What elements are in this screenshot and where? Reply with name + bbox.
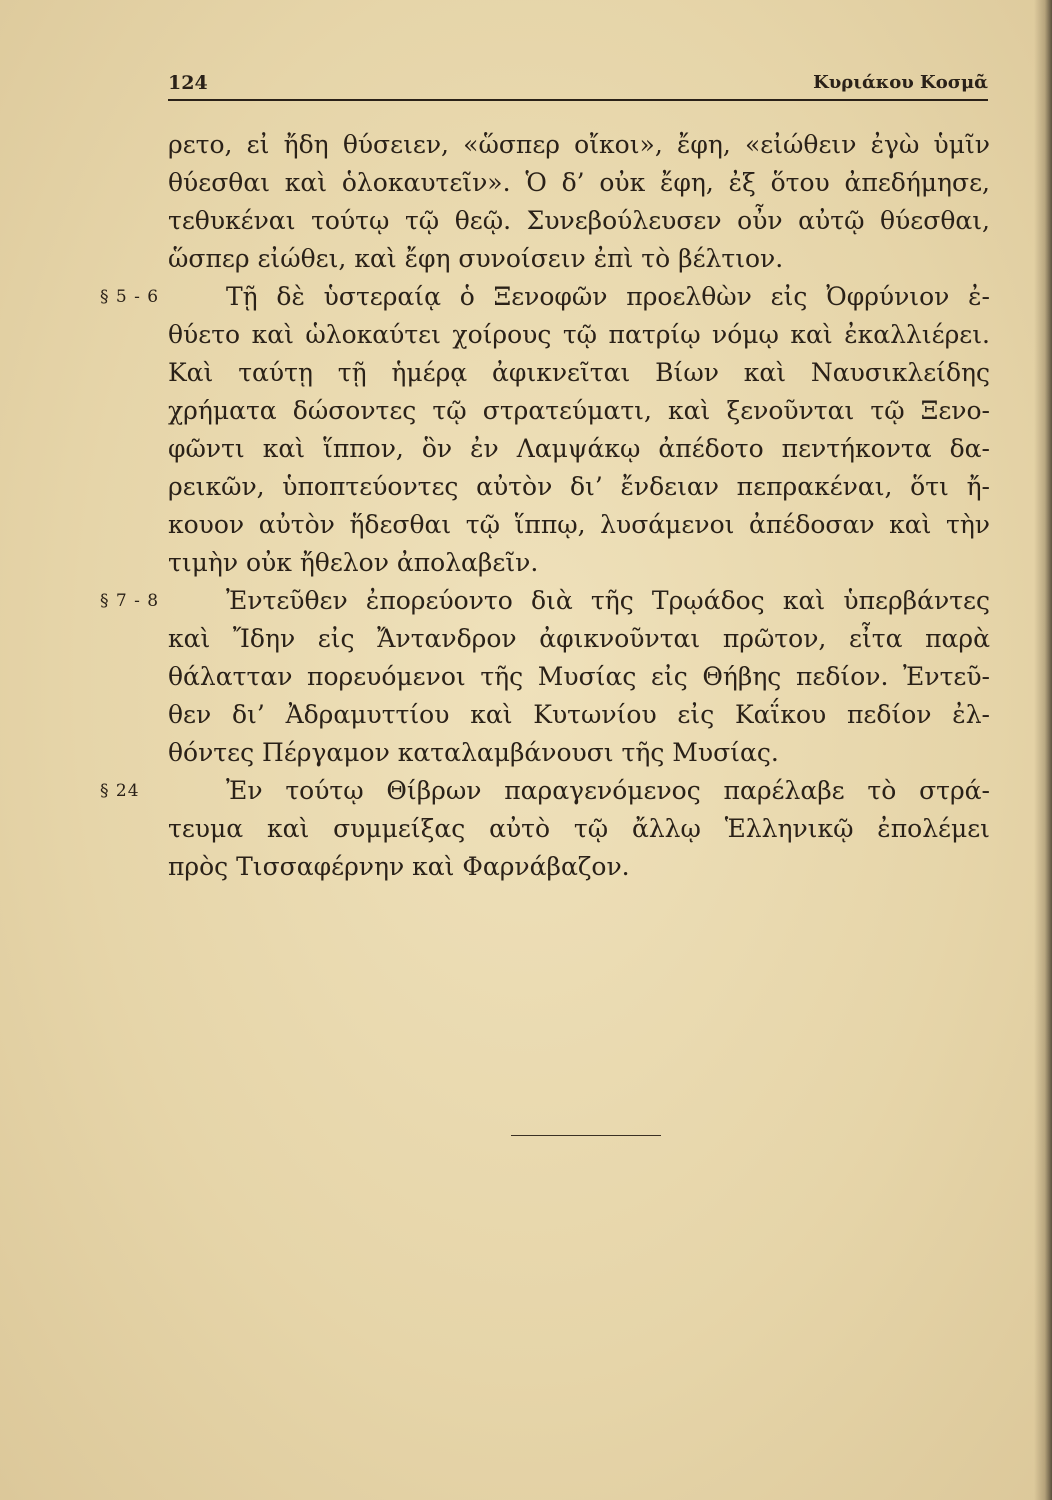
text-line: ρεικῶν, ὑποπτεύοντες αὐτὸν δι’ ἔνδειαν πεπρακέναι, ὅτι ἤ- bbox=[168, 472, 990, 501]
text-line: κουον αὐτὸν ἥδεσθαι τῷ ἵππῳ, λυσάμενοι ἀπέδοσαν καὶ τὴν bbox=[168, 510, 990, 539]
text-line: ρετο, εἰ ἤδη θύσειεν, «ὥσπερ οἴκοι», ἔφη, «εἰώθειν ἐγὼ ὑμῖν bbox=[168, 130, 990, 159]
text-line: πρὸς Τισσαφέρνην καὶ Φαρνάβαζον. bbox=[168, 852, 630, 881]
text-line: § 24 Ἐν τούτῳ Θίβρων παραγενόμενος παρέλαβε τὸ στρά- bbox=[168, 772, 990, 810]
text-line: τιμὴν οὐκ ἤθελον ἀπολαβεῖν. bbox=[168, 548, 539, 577]
page-header bbox=[168, 72, 988, 102]
page-edge-shadow bbox=[1034, 0, 1052, 1500]
text-line: θύετο καὶ ὡλοκαύτει χοίρους τῷ πατρίῳ νόμῳ καὶ ἐκαλλιέρει. bbox=[168, 320, 990, 349]
text-line: φῶντι καὶ ἵππον, ὃν ἐν Λαμψάκῳ ἀπέδοτο πεντήκοντα δα- bbox=[168, 434, 990, 463]
text-line: καὶ Ἴδην εἰς Ἄντανδρον ἀφικνοῦνται πρῶτον, εἶτα παρὰ bbox=[168, 624, 990, 653]
text-line: ὥσπερ εἰώθει, καὶ ἔφη συνοίσειν ἐπὶ τὸ βέλτιον. bbox=[168, 244, 784, 273]
text-line: θόντες Πέργαμον καταλαμβάνουσι τῆς Μυσίας. bbox=[168, 738, 779, 767]
text-line: § 5 - 6 Τῇ δὲ ὑστεραίᾳ ὁ Ξενοφῶν προελθὼν εἰς Ὀφρύνιον ἐ- bbox=[168, 278, 990, 316]
section-marker: § 7 - 8 bbox=[100, 591, 160, 611]
section-marker: § 24 bbox=[100, 781, 140, 801]
footer-rule bbox=[511, 1135, 661, 1136]
header-rule bbox=[168, 99, 988, 101]
text-line: θύεσθαι καὶ ὁλοκαυτεῖν». Ὁ δ’ οὐκ ἔφη, ἐξ ὅτου ἀπεδήμησε, bbox=[168, 168, 990, 197]
text-line: § 7 - 8 Ἐντεῦθεν ἐπορεύοντο διὰ τῆς Τρῳάδος καὶ ὑπερβάντες bbox=[168, 582, 990, 620]
text-line: Καὶ ταύτῃ τῇ ἡμέρᾳ ἀφικνεῖται Βίων καὶ Ναυσικλείδης bbox=[168, 358, 990, 387]
page-number: 124 bbox=[168, 72, 208, 94]
section-marker: § 5 - 6 bbox=[100, 287, 160, 307]
text-line: θάλατταν πορευόμενοι τῆς Μυσίας εἰς Θήβης πεδίον. Ἐντεῦ- bbox=[168, 662, 990, 691]
text-line: τεθυκέναι τούτῳ τῷ θεῷ. Συνεβούλευσεν οὖν αὐτῷ θύεσθαι, bbox=[168, 206, 990, 235]
text-line: χρήματα δώσοντες τῷ στρατεύματι, καὶ ξενοῦνται τῷ Ξενο- bbox=[168, 396, 990, 425]
text-line: θεν δι’ Ἀδραμυττίου καὶ Κυτωνίου εἰς Καΐκου πεδίον ἐλ- bbox=[168, 700, 990, 729]
body-text bbox=[100, 126, 990, 886]
running-head: Κυριάκου Κοσμᾶ bbox=[813, 72, 988, 93]
text-line: τευμα καὶ συμμείξας αὐτὸ τῷ ἄλλῳ Ἑλληνικῷ ἐπολέμει bbox=[168, 814, 990, 843]
